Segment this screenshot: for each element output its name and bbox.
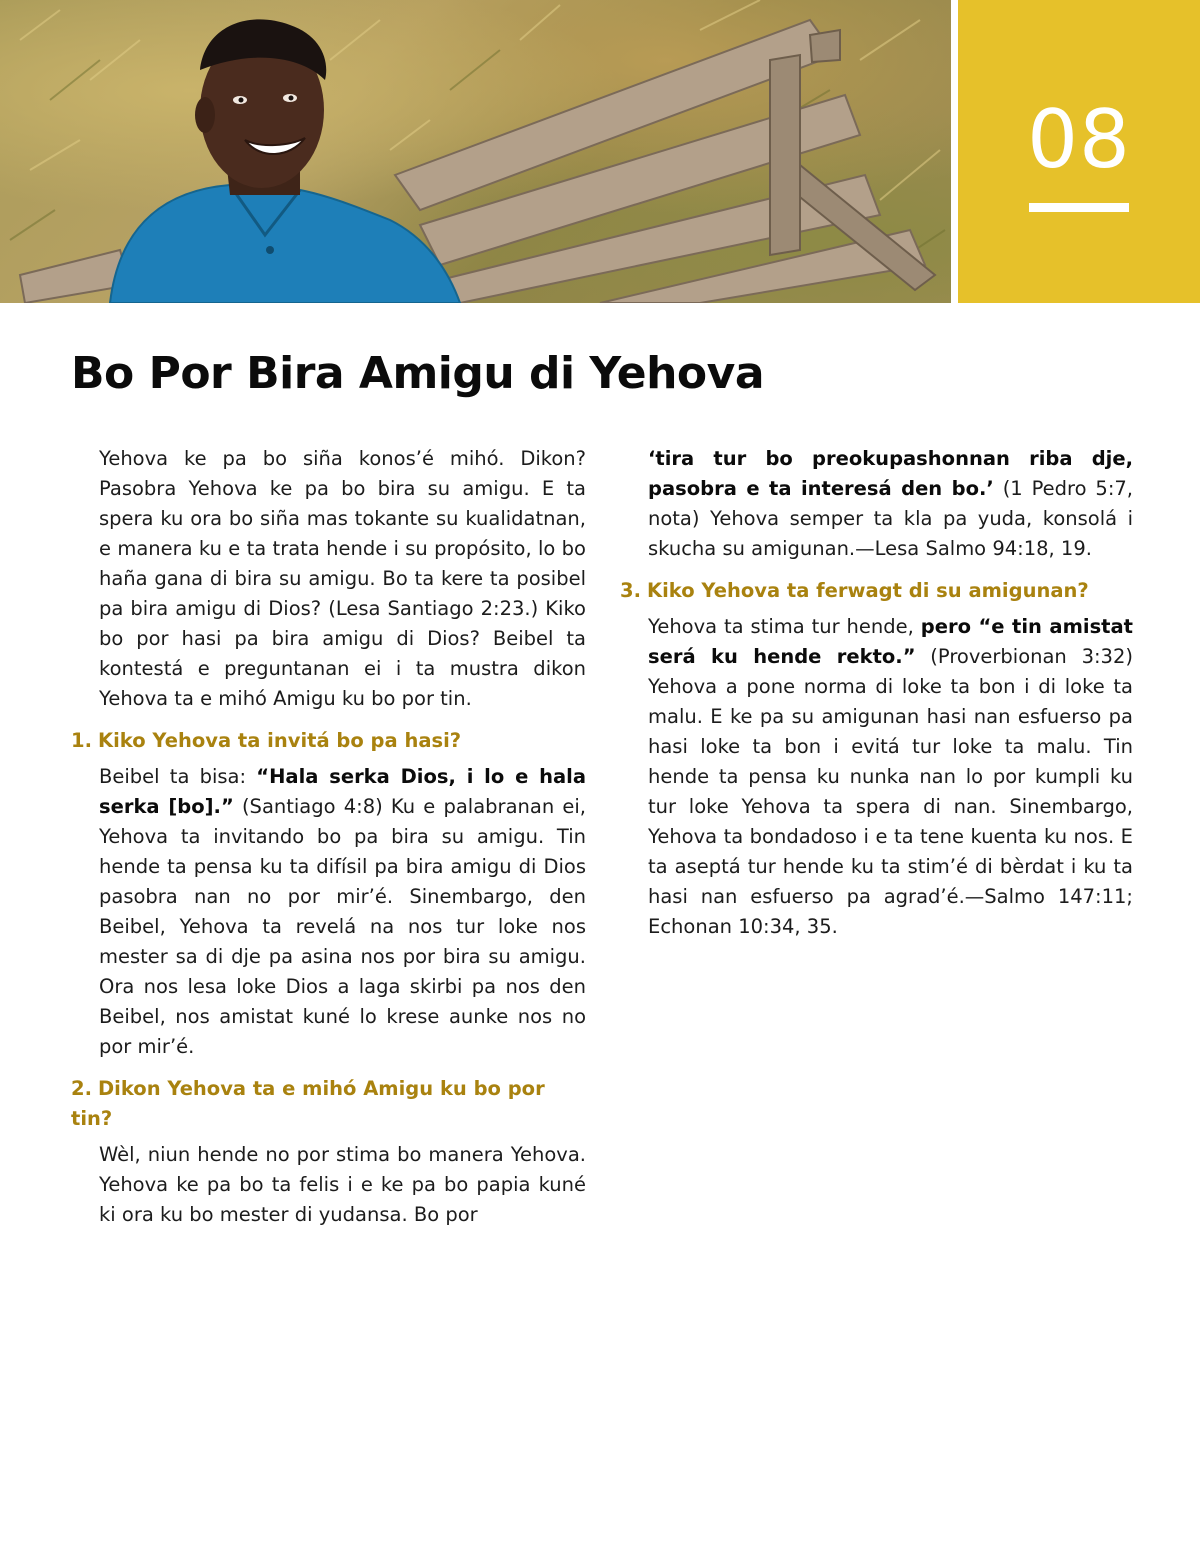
question-number-2: 2. xyxy=(71,1077,92,1100)
answer-text: (Santiago 4:8) Ku e palabranan ei, Yehova ta invitando bo pa bira su amigu. Tin hende ta pensa ku ta difísil pa bira amigu di Dios pasobra nan no por mir’é. Sinembargo, den Beibel, Yehova ta revelá na nos tur loke nos mester sa di dje pa asina nos por bira su amigu. Ora nos lesa loke Dios a laga skirbi pa nos den Beibel, nos amistat kuné lo krese aunke nos no por mir’é. xyxy=(99,795,586,1058)
question-heading-1 xyxy=(71,726,586,756)
answer-text: Yehova ta stima tur hende, xyxy=(648,615,921,638)
chapter-badge xyxy=(958,0,1200,303)
answer-text: Beibel ta bisa: xyxy=(99,765,257,788)
answer-emphasis: “Hala serka Dios, i lo e hala serka [bo].” xyxy=(99,765,586,818)
answer-paragraph-2b xyxy=(620,444,1133,564)
question-number-3: 3. xyxy=(620,579,641,602)
answer-emphasis: pero “e tin amistat será ku hende rekto.” xyxy=(648,615,1133,668)
answer-paragraph-3 xyxy=(620,612,1133,942)
right-column xyxy=(620,444,1133,942)
answer-paragraph-1 xyxy=(71,762,586,1062)
answer-emphasis: ‘tira tur bo preokupashonnan riba dje, pasobra e ta interesá den bo.’ xyxy=(648,447,1133,500)
question-text-3: Kiko Yehova ta ferwagt di su amigunan? xyxy=(646,579,1089,602)
chapter-underline xyxy=(1029,203,1129,212)
chapter-number: 08 xyxy=(1027,93,1131,186)
question-heading-2 xyxy=(71,1074,586,1134)
answer-text: (Proverbionan 3:32) Yehova a pone norma di loke ta bon i di loke ta malu. E ke pa su amigunan hasi nan esfuerso pa hasi loke ta bon i evitá tur loke ta malu. Tin hende ta pensa ku nunka nan lo por kumpli ku tur loke Yehova ta spera di nan. Sinembargo, Yehova ta bondadoso i e ta tene kuenta ku nos. E ta aseptá tur hende ku ta stim’é di bèrdat i ku ta hasi nan esfuerso pa agrad’é.—Salmo 147:11; Echonan 10:34, 35. xyxy=(648,645,1133,938)
page-title: Bo Por Bira Amigu di Yehova xyxy=(71,348,765,399)
question-text-1: Kiko Yehova ta invitá bo pa hasi? xyxy=(97,729,462,752)
answer-text: Wèl, niun hende no por stima bo manera Yehova. Yehova ke pa bo ta felis i e ke pa bo papia kuné ki ora ku bo mester di yudansa. Bo por xyxy=(99,1143,586,1226)
hero-photo xyxy=(0,0,951,303)
man-on-bench-photo-icon xyxy=(0,0,951,303)
intro-paragraph: Yehova ke pa bo siña konos’é mihó. Dikon? Pasobra Yehova ke pa bo bira su amigu. E ta spera ku ora bo siña mas tokante su kualidatnan, e manera ku e ta trata hende i su propósito, lo bo haña gana di bira su amigu. Bo ta kere ta posibel pa bira amigu di Dios? (Lesa Santiago 2:23.) Kiko bo por hasi pa bira amigu di Dios? Beibel ta kontestá e preguntanan ei i ta mustra dikon Yehova ta e mihó Amigu ku bo por tin. xyxy=(99,447,586,710)
left-column xyxy=(71,444,586,1230)
question-number-1: 1. xyxy=(71,729,92,752)
answer-text: (1 Pedro 5:7, nota) Yehova semper ta kla pa yuda, konsolá i skucha su amigunan.—Lesa Salmo 94:18, 19. xyxy=(648,477,1133,560)
question-heading-3 xyxy=(620,576,1133,606)
answer-paragraph-2a xyxy=(71,1140,586,1230)
question-text-2: Dikon Yehova ta e mihó Amigu ku bo por tin? xyxy=(71,1077,545,1130)
